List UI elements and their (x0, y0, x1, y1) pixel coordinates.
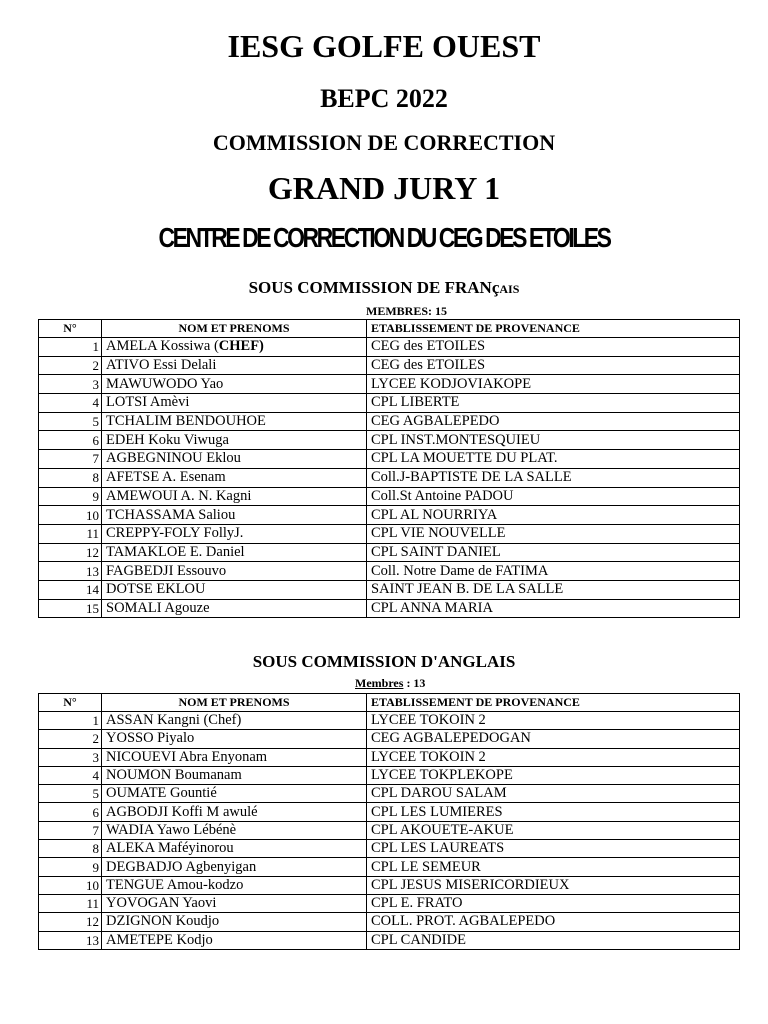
francais-table (38, 319, 740, 618)
row-number: 13 (39, 931, 102, 949)
member-name: DZIGNON Koudjo (102, 913, 367, 931)
anglais-section-title: SOUS COMMISSION D'ANGLAIS (252, 652, 516, 671)
table-row (39, 412, 740, 431)
column-header-school: ETABLISSEMENT DE PROVENANCE (367, 320, 740, 338)
member-name (102, 338, 367, 357)
member-school: CPL JESUS MISERICORDIEUX (367, 876, 740, 894)
commission-title: COMMISSION DE CORRECTION (212, 130, 556, 155)
member-name: DOTSE EKLOU (102, 580, 367, 599)
table-row (39, 894, 740, 912)
member-school: CPL LE SEMEUR (367, 858, 740, 876)
table-row (39, 562, 740, 581)
member-name: AGBEGNINOU Eklou (102, 450, 367, 469)
chef-label: CHEF) (218, 338, 264, 355)
row-number: 4 (39, 766, 102, 784)
column-header-number: N° (39, 694, 102, 712)
anglais-table (38, 693, 740, 950)
table-row (39, 468, 740, 487)
centre-title: CENTRE DE CORRECTION DU CEG DES ETOILES (158, 222, 610, 253)
member-name: AFETSE A. Esenam (102, 468, 367, 487)
column-header-name: NOM ET PRENOMS (102, 320, 367, 338)
row-number: 1 (39, 338, 102, 357)
member-name: AGBODJI Koffi M awulé (102, 803, 367, 821)
table-row (39, 748, 740, 766)
member-school: CPL CANDIDE (367, 931, 740, 949)
table-row (39, 766, 740, 784)
member-school: LYCEE TOKPLEKOPE (367, 766, 740, 784)
anglais-members-value: : 13 (403, 676, 426, 690)
francais-section-title (0, 278, 768, 298)
row-number: 10 (39, 876, 102, 894)
member-school: SAINT JEAN B. DE LA SALLE (367, 580, 740, 599)
anglais-members-label: Membres (355, 676, 404, 690)
table-row (39, 876, 740, 894)
francais-members-count: MEMBRES: 15 (366, 304, 447, 318)
table-row (39, 730, 740, 748)
member-name: SOMALI Agouze (102, 599, 367, 618)
member-school: CPL LIBERTE (367, 394, 740, 413)
member-school: CPL E. FRATO (367, 894, 740, 912)
row-number: 5 (39, 785, 102, 803)
row-number: 7 (39, 821, 102, 839)
table-row (39, 712, 740, 730)
jury-title: GRAND JURY 1 (267, 170, 501, 206)
column-header-number: N° (39, 320, 102, 338)
row-number: 4 (39, 394, 102, 413)
member-name-text: AMELA Kossiwa ( (106, 338, 219, 355)
member-school: CPL VIE NOUVELLE (367, 524, 740, 543)
anglais-members-count (355, 676, 425, 691)
row-number: 7 (39, 450, 102, 469)
table-row (39, 785, 740, 803)
francais-title-main: SOUS COMMISSION DE FRANç (248, 278, 500, 297)
member-school: CPL LES LAUREATS (367, 840, 740, 858)
row-number: 13 (39, 562, 102, 581)
table-row (39, 858, 740, 876)
row-number: 6 (39, 803, 102, 821)
member-school: CPL DAROU SALAM (367, 785, 740, 803)
member-name: ASSAN Kangni (Chef) (102, 712, 367, 730)
member-school: CPL LA MOUETTE DU PLAT. (367, 450, 740, 469)
table-row (39, 803, 740, 821)
table-row (39, 394, 740, 413)
member-name: YOSSO Piyalo (102, 730, 367, 748)
member-name: ALEKA Maféyinorou (102, 840, 367, 858)
row-number: 5 (39, 412, 102, 431)
table-row (39, 487, 740, 506)
row-number: 8 (39, 840, 102, 858)
table-row (39, 356, 740, 375)
member-name: WADIA Yawo Lébénè (102, 821, 367, 839)
table-row (39, 599, 740, 618)
member-school: CPL SAINT DANIEL (367, 543, 740, 562)
member-school: LYCEE KODJOVIAKOPE (367, 375, 740, 394)
row-number: 12 (39, 913, 102, 931)
row-number: 9 (39, 858, 102, 876)
member-school: CEG AGBALEPEDOGAN (367, 730, 740, 748)
row-number: 8 (39, 468, 102, 487)
member-name: FAGBEDJI Essouvo (102, 562, 367, 581)
member-school: COLL. PROT. AGBALEPEDO (367, 913, 740, 931)
member-school: Coll. Notre Dame de FATIMA (367, 562, 740, 581)
table-row (39, 431, 740, 450)
member-name: AMEWOUI A. N. Kagni (102, 487, 367, 506)
member-name: DEGBADJO Agbenyigan (102, 858, 367, 876)
member-school: CEG des ETOILES (367, 356, 740, 375)
table-row (39, 506, 740, 525)
member-name: TCHALIM BENDOUHOE (102, 412, 367, 431)
row-number: 12 (39, 543, 102, 562)
row-number: 14 (39, 580, 102, 599)
member-school: CPL AKOUETE-AKUE (367, 821, 740, 839)
row-number: 11 (39, 524, 102, 543)
member-school: CPL LES LUMIERES (367, 803, 740, 821)
member-name: ATIVO Essi Delali (102, 356, 367, 375)
row-number: 11 (39, 894, 102, 912)
member-name: TAMAKLOE E. Daniel (102, 543, 367, 562)
member-school: Coll.J-BAPTISTE DE LA SALLE (367, 468, 740, 487)
table-row (39, 338, 740, 357)
exam-title: BEPC 2022 (320, 84, 448, 113)
member-name: OUMATE Gountié (102, 785, 367, 803)
member-school: Coll.St Antoine PADOU (367, 487, 740, 506)
member-name: MAWUWODO Yao (102, 375, 367, 394)
member-name: NOUMON Boumanam (102, 766, 367, 784)
table-row (39, 913, 740, 931)
member-name: NICOUEVI Abra Enyonam (102, 748, 367, 766)
row-number: 2 (39, 356, 102, 375)
table-row (39, 543, 740, 562)
table-header-row (39, 320, 740, 338)
member-name: YOVOGAN Yaovi (102, 894, 367, 912)
table-row (39, 375, 740, 394)
member-school: CEG AGBALEPEDO (367, 412, 740, 431)
table-row (39, 821, 740, 839)
member-school: CPL INST.MONTESQUIEU (367, 431, 740, 450)
row-number: 15 (39, 599, 102, 618)
member-school: CPL ANNA MARIA (367, 599, 740, 618)
column-header-name: NOM ET PRENOMS (102, 694, 367, 712)
member-name: LOTSI Amèvi (102, 394, 367, 413)
member-name: EDEH Koku Viwuga (102, 431, 367, 450)
row-number: 1 (39, 712, 102, 730)
table-row (39, 931, 740, 949)
member-name: AMETEPE Kodjo (102, 931, 367, 949)
org-title: IESG GOLFE OUEST (227, 28, 541, 64)
table-row (39, 524, 740, 543)
member-school: CEG des ETOILES (367, 338, 740, 357)
column-header-school: ETABLISSEMENT DE PROVENANCE (367, 694, 740, 712)
row-number: 9 (39, 487, 102, 506)
row-number: 2 (39, 730, 102, 748)
member-school: LYCEE TOKOIN 2 (367, 712, 740, 730)
member-name: TENGUE Amou-kodzo (102, 876, 367, 894)
table-row (39, 450, 740, 469)
table-row (39, 840, 740, 858)
member-name: TCHASSAMA Saliou (102, 506, 367, 525)
row-number: 3 (39, 748, 102, 766)
row-number: 3 (39, 375, 102, 394)
table-header-row (39, 694, 740, 712)
member-school: LYCEE TOKOIN 2 (367, 748, 740, 766)
row-number: 10 (39, 506, 102, 525)
member-school: CPL AL NOURRIYA (367, 506, 740, 525)
table-row (39, 580, 740, 599)
member-name: CREPPY-FOLY FollyJ. (102, 524, 367, 543)
francais-title-small: AIS (499, 282, 520, 296)
row-number: 6 (39, 431, 102, 450)
